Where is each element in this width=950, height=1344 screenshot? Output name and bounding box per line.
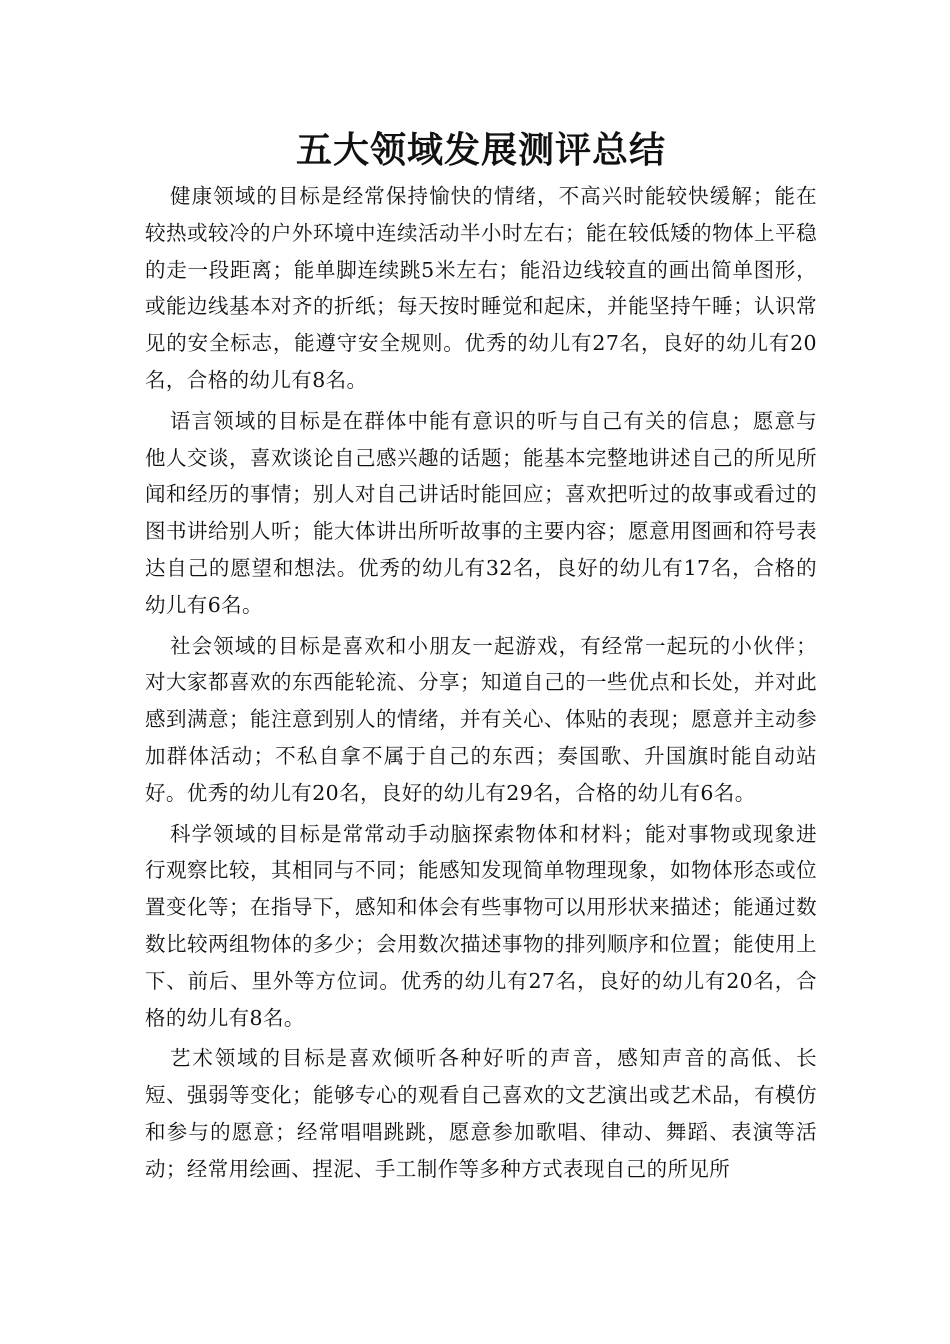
paragraph-language: 语言领域的目标是在群体中能有意识的听与自己有关的信息；愿意与他人交谈，喜欢谈论自己感兴趣的话题；能基本完整地讲述自己的所见所闻和经历的事情；别人对自己讲话时能回应；喜欢把听过的故事或看过的图书讲给别人听；能大体讲出所听故事的主要内容；愿意用图画和符号表达自己的愿望和想法。优秀的幼儿有32名，良好的幼儿有17名，合格的幼儿有6名。: [145, 408, 817, 617]
paragraph-social: 社会领域的目标是喜欢和小朋友一起游戏，有经常一起玩的小伙伴；对大家都喜欢的东西能轮流、分享；知道自己的一些优点和长处，并对此感到满意；能注意到别人的情绪，并有关心、体贴的表现；愿意并主动参加群体活动；不私自拿不属于自己的东西；奏国歌、升国旗时能自动站好。优秀的幼儿有20名，良好的幼儿有29名，合格的幼儿有6名。: [145, 633, 817, 805]
document-title: 五大领域发展测评总结: [295, 129, 666, 171]
paragraph-health: 健康领域的目标是经常保持愉快的情绪，不高兴时能较快缓解；能在较热或较冷的户外环境中连续活动半小时左右；能在较低矮的物体上平稳的走一段距离；能单脚连续跳5米左右；能沿边线较直的画出简单图形，或能边线基本对齐的折纸；每天按时睡觉和起床，并能坚持午睡；认识常见的安全标志，能遵守安全规则。优秀的幼儿有27名，良好的幼儿有20名，合格的幼儿有8名。: [145, 184, 817, 392]
paragraph-art: 艺术领域的目标是喜欢倾听各种好听的声音，感知声音的高低、长短、强弱等变化；能够专心的观看自己喜欢的文艺演出或艺术品，有模仿和参与的愿意；经常唱唱跳跳，愿意参加歌唱、律动、舞蹈、表演等活动；经常用绘画、捏泥、手工制作等多种方式表现自己的所见所: [145, 1046, 817, 1181]
paragraph-science: 科学领域的目标是常常动手动脑探索物体和材料；能对事物或现象进行观察比较，其相同与不同；能感知发现简单物理现象，如物体形态或位置变化等；在指导下，感知和体会有些事物可以用形状来描述；能通过数数比较两组物体的多少；会用数次描述事物的排列顺序和位置；能使用上下、前后、里外等方位词。优秀的幼儿有27名，良好的幼儿有20名，合格的幼儿有8名。: [145, 821, 817, 1030]
document-body: [145, 122, 817, 1192]
